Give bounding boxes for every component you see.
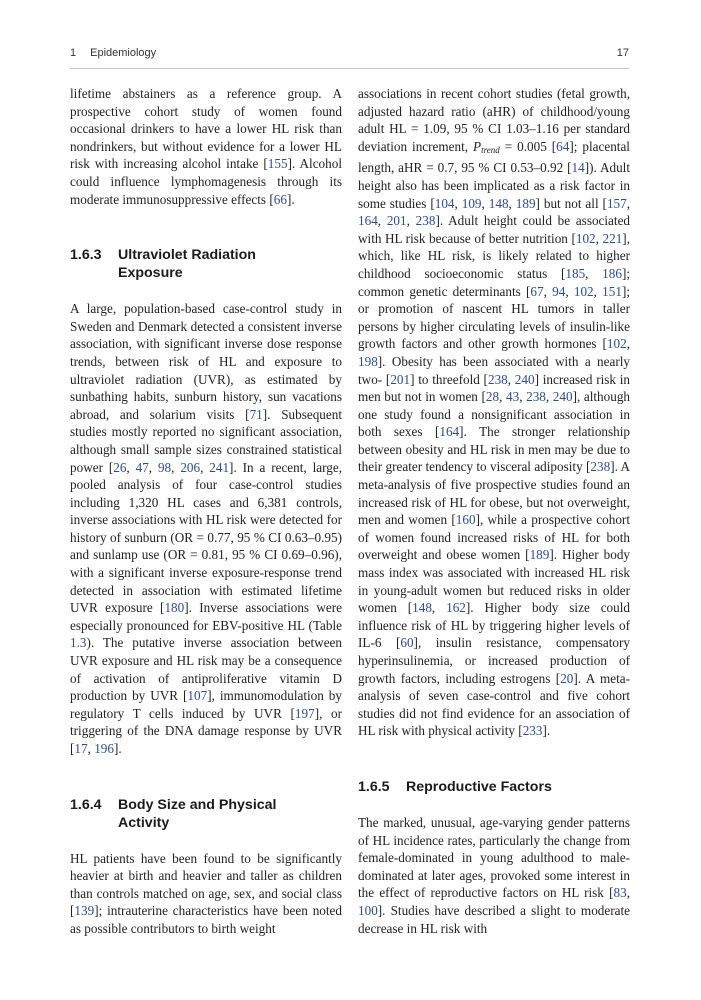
citation-link[interactable]: 71 [249,406,263,422]
citation-link[interactable]: 221 [602,230,623,246]
text-span: , [126,459,136,475]
section-title-line: Exposure [118,265,183,282]
page-number: 17 [616,47,629,59]
citation-link[interactable]: 233 [522,723,543,739]
citation-link[interactable]: 14 [571,160,585,176]
chapter-number: 1 [70,47,77,59]
text-span: ]. A meta-analysis of five prospective studies found an increased risk of HL for obese, but not overweight, men and women [ [358,459,631,528]
citation-link[interactable]: 157 [606,195,627,211]
citation-link[interactable]: 240 [514,371,535,387]
citation-link[interactable]: 100 [358,902,378,918]
chapter-title: Epidemiology [90,47,157,59]
citation-link[interactable]: 238 [590,459,611,475]
text-span: , [507,371,515,387]
citation-link[interactable]: 164 [439,424,460,440]
text-span: ]. [113,741,122,756]
header-rule [70,68,629,69]
text-span: ]. [542,723,551,739]
text-span: , [508,195,516,211]
text-span: ]. Higher body size could influence risk of HL by triggering higher levels of IL-6 [ [358,600,630,651]
text-span: ], which, like HL risk, is likely related to higher childhood socioeconomic status [ [358,230,630,281]
citation-link[interactable]: 83 [613,885,627,901]
text-span: A large, population-based case-control study in Sweden and Denmark detected a consistent inverse association, with significant inverse dose response trends, between risk of HL and exposure to ultraviolet radiation (UVR), as estimated by sunbathing habits, sunburn history, sun vacations abroad, and solarium visits [ [70,301,342,422]
text-span: , [87,741,95,756]
text-span: , [171,459,181,475]
text-span: ], or triggering of the DNA damage response by UVR [ [70,705,342,756]
citation-link[interactable]: 238 [487,371,508,387]
citation-link[interactable]: 240 [552,389,573,405]
text-span: , [519,389,527,405]
citation-link[interactable]: 67 [530,283,544,299]
citation-link[interactable]: 160 [455,512,476,528]
citation-link[interactable]: 164 [358,213,378,229]
text-span: ] but not all [ [535,195,607,211]
citation-link[interactable]: 155 [267,156,288,172]
text-span: ]. Higher body mass index was associated with increased HL risk in young-adult women but reduced risks in older women [ [358,547,631,616]
citation-link[interactable]: 102 [573,283,594,299]
text-span: ], although one study found a nonsignificant association in both sexes [ [358,389,631,440]
citation-link[interactable]: 26 [113,459,127,475]
citation-link[interactable]: 241 [209,459,230,475]
citation-link[interactable]: 148 [412,600,432,616]
table-link[interactable]: 1.3 [70,635,87,651]
citation-link[interactable]: 94 [552,283,566,299]
section-heading-1-6-3 [70,246,342,282]
citation-link[interactable]: 98 [157,459,172,475]
citation-link[interactable]: 148 [488,195,509,211]
citation-link[interactable]: 198 [358,353,378,369]
text-span: , [585,265,603,281]
text-span: ]. Subsequent studies mostly reported no significant association, although small sample sizes constrained statistical power [ [70,406,343,475]
citation-link[interactable]: 66 [273,191,287,207]
text-span: ], while a prospective cohort of women found increased risks of HL for both overweight and obese women [ [358,512,630,563]
paragraph-body-size [70,850,342,938]
text-span: , [406,213,416,229]
paragraph-reproductive [358,814,630,937]
text-span: , [148,459,158,475]
section-heading-1-6-4 [70,796,342,832]
citation-link[interactable]: 189 [515,195,536,211]
text-span: , [595,230,603,246]
citation-link[interactable]: 107 [187,688,208,704]
section-title: Reproductive Factors [406,778,552,795]
text-span: ]; common genetic determinants [ [358,265,630,299]
citation-link[interactable]: 28 [485,389,500,405]
section-heading-1-6-5 [358,778,630,796]
text-span: , [431,600,447,616]
citation-link[interactable]: 189 [529,547,550,563]
citation-link[interactable]: 186 [602,265,622,281]
citation-link[interactable]: 17 [74,741,88,756]
text-span: HL patients have been found to be significantly heavier at birth and heavier and taller as children than controls matched on age, sex, and social class [ [70,850,342,919]
citation-link[interactable]: 185 [565,265,586,281]
citation-link[interactable]: 238 [526,389,546,405]
text-span: ]). Adult height also has been implicated as a risk factor in some studies [ [358,160,630,211]
citation-link[interactable]: 60 [400,635,414,651]
text-span: ], immunomodulation by regulatory T cells induced by UVR [ [70,688,342,721]
text-span: ]; placental length, aHR = 0.7, 95 % CI 0.53–0.92 [ [358,138,630,176]
section-title-line: Activity [118,814,170,831]
text-span: , [545,389,553,405]
text-span: ] to threefold [ [410,371,488,387]
text-span: ]. Inverse associations were especially pronounced for EBV-positive HL (Table [70,600,342,633]
text-span: , [565,283,574,299]
text-span: ]. In a recent, large, pooled analysis of four case-control studies including 1,320 HL cases and 6,381 controls, inverse associations with HL risk were detected for history of sunburn (OR = 0.77, 95 % CI 0.63–0.95) and sunlamp use (OR = 0.81, 95 % CI 0.69–0.96), with a significant inverse exposure-response trend detected in association with estimated lifetime UVR exposure [ [70,459,342,616]
text-span: , [626,195,631,211]
text-span: associations in recent cohort studies (fetal growth, adjusted hazard ratio (aHR) of childhood/young adult HL = 1.09, 95 % CI 1.03–1.16 per standard deviation increment, [358,86,630,154]
text-span: , [454,195,462,211]
text-span: The marked, unusual, age-varying gender patterns of HL incidence rates, particularly the change from female-dominated in young adulthood to male-dominated at later ages, provoked some interest in the effect of reproductive factors on HL risk [ [358,814,630,901]
text-span: , [626,885,630,901]
section-number: 1.6.4 [70,796,102,813]
text-span: , [481,195,489,211]
text-span: ]. A meta-analysis of seven case-control and five cohort studies did not find evidence for an association of HL risk with physical activity [ [358,670,630,739]
paragraph-height-obesity [358,85,630,740]
citation-link[interactable]: 64 [556,138,570,154]
text-span: ]. The stronger relationship between obesity and HL risk in men may be due to their greater tendency to visceral adiposity [ [358,424,630,475]
citation-link[interactable]: 197 [294,705,315,721]
running-header [70,47,629,67]
citation-link[interactable]: 151 [602,283,622,299]
text-span: , [543,283,553,299]
citation-link[interactable]: 139 [74,903,95,919]
paragraph-uvr [70,300,342,757]
citation-link[interactable]: 238 [415,213,436,229]
left-column [70,80,342,938]
running-header-chapter [70,47,156,59]
citation-link[interactable]: 180 [164,600,185,616]
section-title [118,796,276,832]
text-span: ]. Studies have described a slight to moderate decrease in HL risk with [358,902,630,936]
text-span: ], insulin resistance, compensatory hyperinsulinemia, or increased production of growth factors, including estrogens [ [358,635,630,686]
citation-link[interactable]: 102 [606,336,627,352]
citation-link[interactable]: 109 [461,195,482,211]
p-symbol: P [473,138,482,154]
citation-link[interactable]: 162 [446,600,466,616]
section-number: 1.6.5 [358,778,390,795]
section-title [118,246,256,282]
text-span: ]. Adult height could be associated with HL risk because of better nutrition [ [358,213,631,246]
citation-link[interactable]: 104 [434,195,455,211]
section-title-line: Ultraviolet Radiation [118,247,256,264]
citation-link[interactable]: 20 [560,670,574,686]
p-subscript: trend [481,144,500,155]
text-span: = 0.005 [ [499,138,557,154]
citation-link[interactable]: 196 [94,741,114,756]
text-span: ). The putative inverse association between UVR exposure and HL risk may be a consequence of activation of antiproliferative vitamin D production by UVR [ [70,635,342,704]
citation-link[interactable]: 201 [386,213,407,229]
citation-link[interactable]: 47 [135,459,149,475]
text-span: , [200,459,210,475]
text-span: ]. Alcohol could influence lymphomagenesis through its moderate immunosuppressive effects [ [70,156,342,207]
citation-link[interactable]: 201 [390,371,411,387]
text-span: , [499,389,506,405]
paragraph-alcohol [70,85,342,208]
citation-link[interactable]: 43 [506,389,520,405]
section-title-line: Body Size and Physical [118,796,277,813]
section-number: 1.6.3 [70,247,102,264]
text-span: ]. Obesity has been associated with a nearly two- [ [358,353,630,387]
right-column [358,80,630,937]
text-span: lifetime abstainers as a reference group. A prospective cohort study of women found occasional drinkers to have a lower HL risk than nondrinkers, but without evidence for a lower HL risk with increasing alcohol intake [ [70,86,342,172]
text-span: ]; intrauterine characteristics have been noted as possible contributors to birth weight [70,903,342,936]
citation-link[interactable]: 206 [180,459,201,475]
text-span: ]. [286,191,295,207]
text-span: ]; or promotion of nascent HL tumors in taller persons by higher circulating levels of insulin-like growth factors and other growth hormones [ [358,283,631,352]
text-span: , [593,283,603,299]
text-span: ] increased risk in men but not in women [ [358,371,631,405]
text-span: , [626,336,630,352]
text-span: , [377,213,387,229]
citation-link[interactable]: 102 [575,230,596,246]
